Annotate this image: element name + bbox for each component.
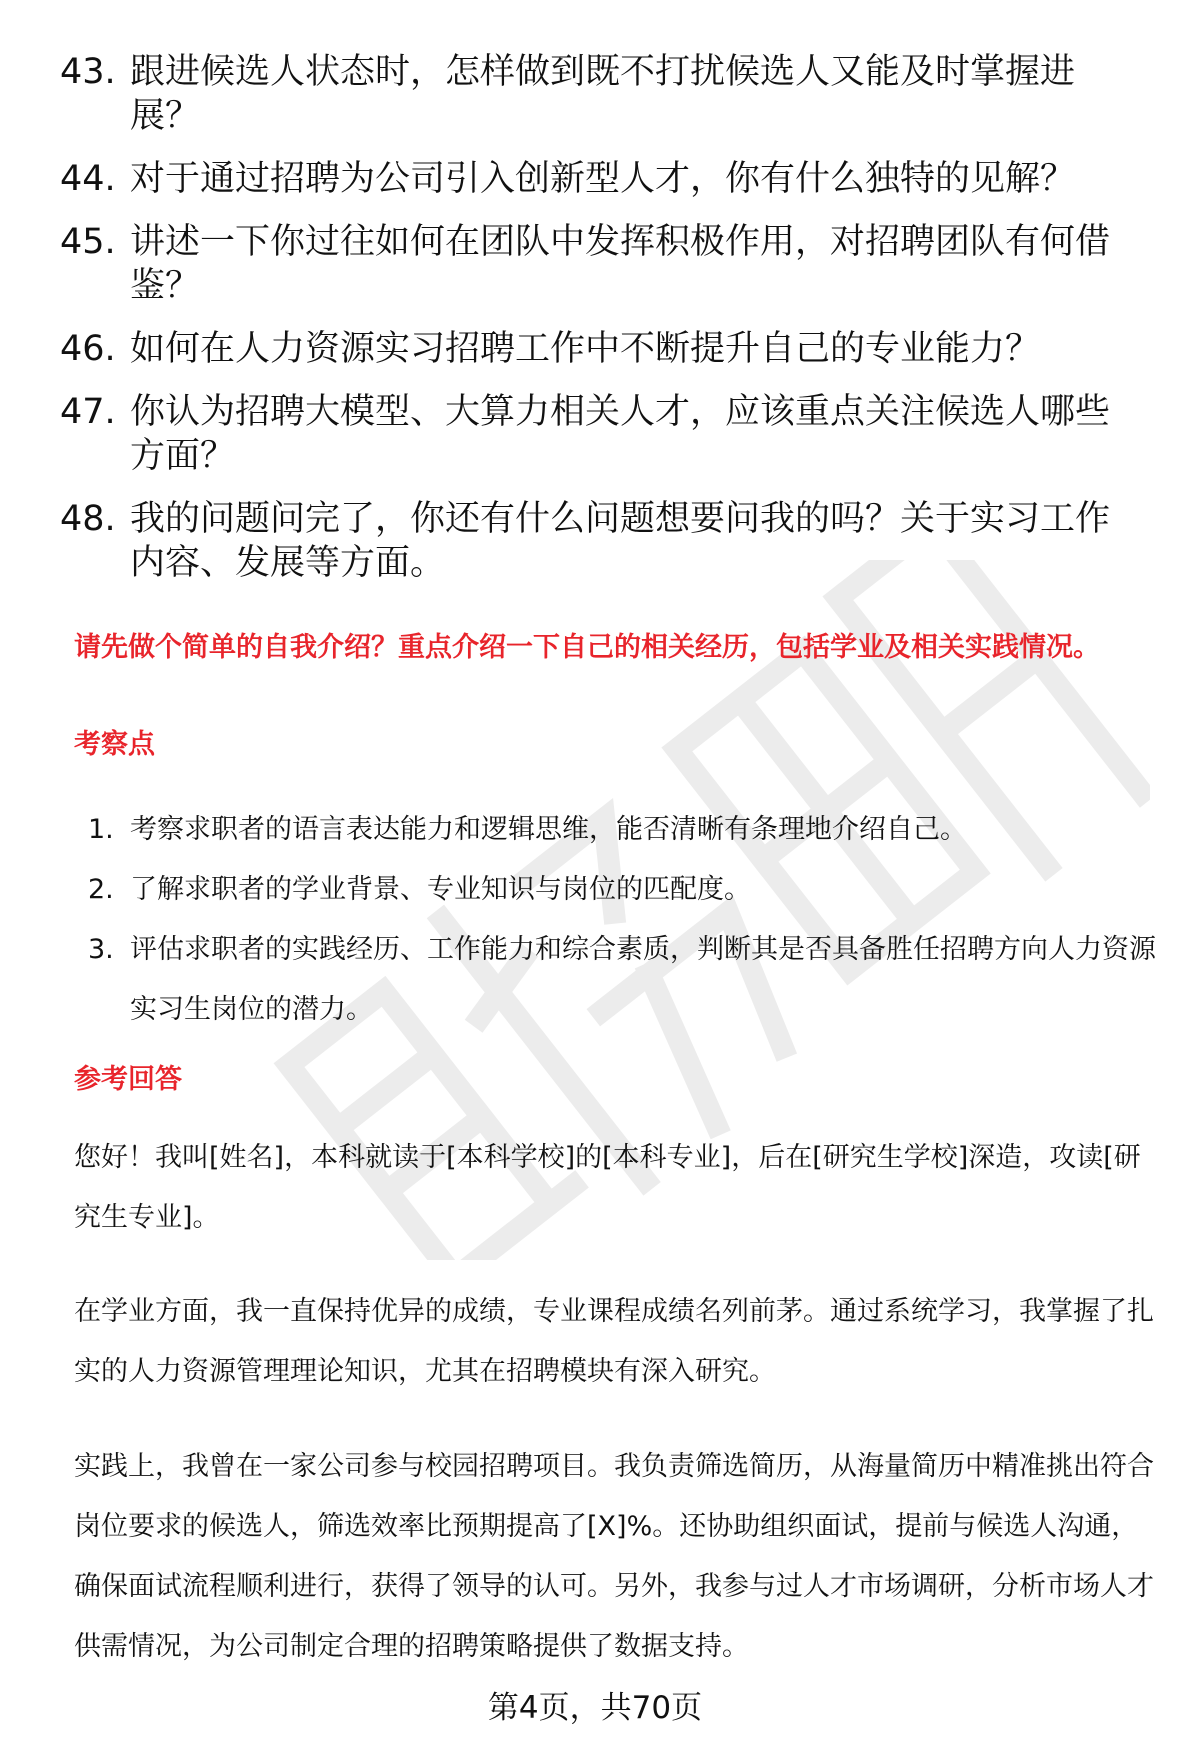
list-item [60,220,1140,308]
list-item [88,860,1158,920]
point-number: 3. [88,934,114,965]
question-list [60,50,1140,604]
answer-paragraph: 实践上，我曾在一家公司参与校园招聘项目。我负责筛选简历，从海量简历中精准挑出符合岗位要求的候选人，筛选效率比预期提高了[X]%。还协助组织面试，提前与候选人沟通，确保面试流程顺利进行，获得了领导的认可。另外，我参与过人才市场调研，分析市场人才供需情况，为公司制定合理的招聘策略提供了数据支持。 [74,1451,1154,1662]
question-text: 我的问题问完了，你还有什么问题想要问我的吗？关于实习工作内容、发展等方面。 [130,499,1111,583]
question-number: 43. [60,52,116,92]
question-number: 46. [60,329,116,369]
point-text: 考察求职者的语言表达能力和逻辑思维，能否清晰有条理地介绍自己。 [130,814,967,845]
question-number: 47. [60,392,116,432]
point-number: 2. [88,874,114,905]
question-text: 如何在人力资源实习招聘工作中不断提升自己的专业能力？ [130,329,1041,369]
point-text: 评估求职者的实践经历、工作能力和综合素质，判断其是否具备胜任招聘方向人力资源实习生岗位的潜力。 [130,934,1156,1025]
question-text: 讲述一下你过往如何在团队中发挥积极作用，对招聘团队有何借鉴？ [130,222,1111,306]
page-footer: 第4页，共70页 [487,1690,703,1726]
question-text: 你认为招聘大模型、大算力相关人才，应该重点关注候选人哪些方面？ [130,392,1111,476]
question-number: 48. [60,499,116,539]
list-item [60,327,1140,371]
answer-paragraph: 在学业方面，我一直保持优异的成绩，专业课程成绩名列前茅。通过系统学习，我掌握了扎实的人力资源管理理论知识，尤其在招聘模块有深入研究。 [74,1296,1154,1387]
list-item [60,157,1140,201]
point-number: 1. [88,814,114,845]
list-item [88,920,1158,1040]
question-number: 44. [60,159,116,199]
list-item [88,800,1158,860]
question-text: 对于通过招聘为公司引入创新型人才，你有什么独特的见解？ [130,159,1076,199]
list-item [60,50,1140,138]
answer-heading: 参考回答 [74,1064,182,1095]
answer-paragraph: 您好！我叫[姓名]，本科就读于[本科学校]的[本科专业]，后在[研究生学校]深造，攻读[研究生专业]。 [74,1142,1141,1233]
list-item [60,497,1140,585]
points-heading: 考察点 [74,729,155,760]
list-item [60,390,1140,478]
question-text: 跟进候选人状态时，怎样做到既不打扰候选人又能及时掌握进展？ [130,52,1076,136]
evaluation-points-list [88,800,1158,1040]
featured-question-heading: 请先做个简单的自我介绍？重点介绍一下自己的相关经历，包括学业及相关实践情况。 [74,632,1100,663]
question-number: 45. [60,222,116,262]
point-text: 了解求职者的学业背景、专业知识与岗位的匹配度。 [130,874,751,905]
